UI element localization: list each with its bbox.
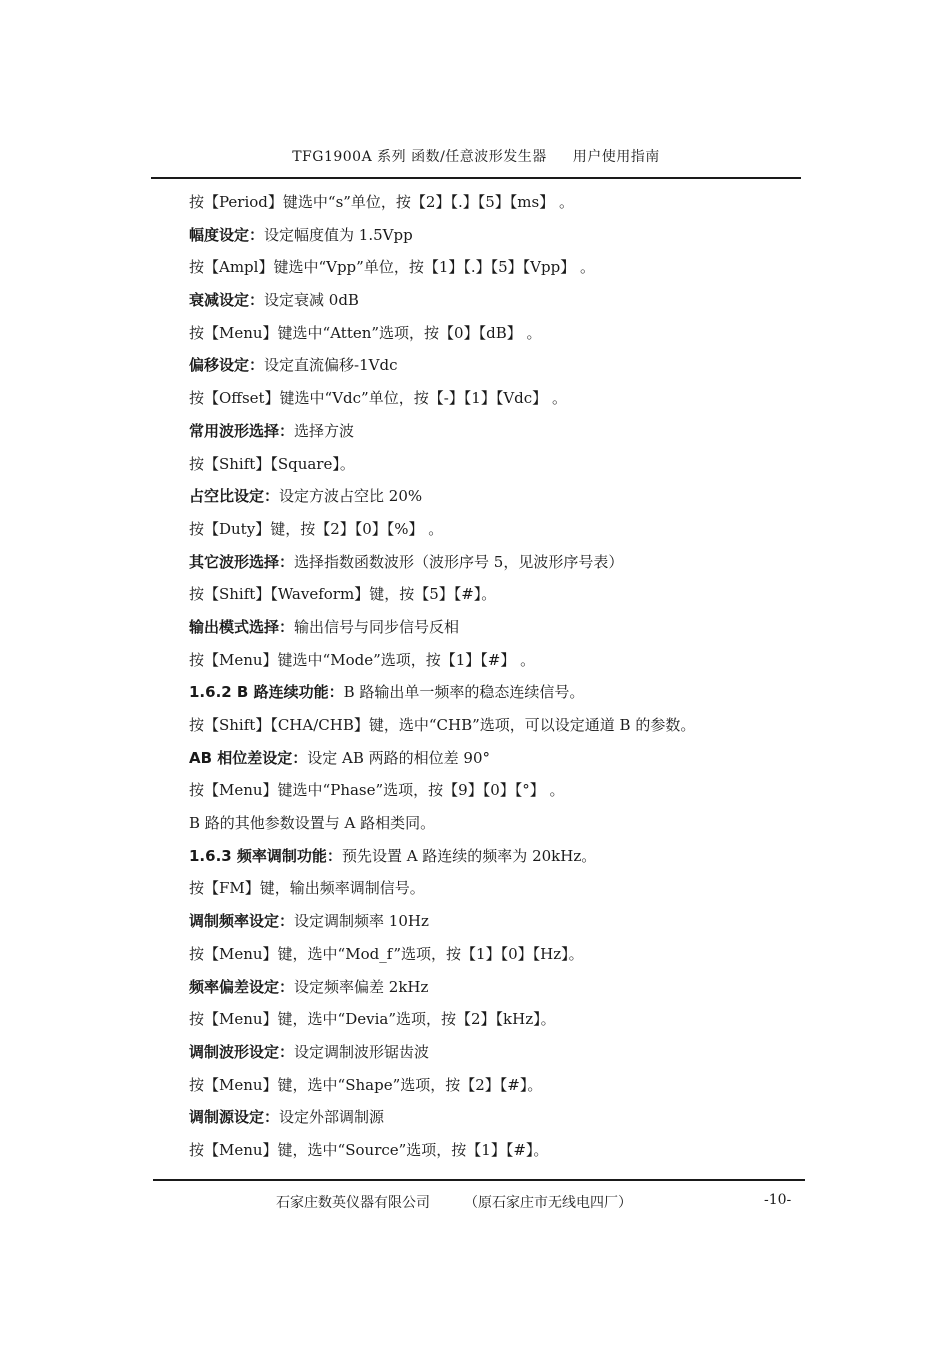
document-body <box>189 186 789 1167</box>
text-line <box>189 709 789 742</box>
text-line <box>189 448 789 481</box>
text-line <box>189 774 789 807</box>
line-text: 设定衰减 0dB <box>264 291 359 310</box>
text-line <box>189 938 789 971</box>
text-line <box>189 349 789 382</box>
line-text: B 路的其他参数设置与 A 路相类同。 <box>189 814 436 833</box>
text-line <box>189 1069 789 1102</box>
line-text: B 路输出单一频率的稳态连续信号。 <box>343 683 585 702</box>
section-heading: 1.6.2 B 路连续功能： <box>189 683 344 702</box>
line-text: 预先设置 A 路连续的频率为 20kHz。 <box>341 846 597 865</box>
text-line <box>189 219 789 252</box>
text-line <box>189 578 789 611</box>
line-text: 按【Menu】键选中“Phase”选项，按【9】【0】【°】 。 <box>189 781 565 800</box>
line-text: 设定 AB 两路的相位差 90° <box>307 748 491 767</box>
text-line <box>189 186 789 219</box>
text-line <box>189 611 789 644</box>
line-text: 选择方波 <box>294 421 355 440</box>
line-text: 设定方波占空比 20% <box>279 487 423 506</box>
page-number: -10- <box>764 1192 792 1208</box>
footer-rule <box>153 1179 805 1181</box>
section-heading: 幅度设定： <box>189 225 265 244</box>
text-line <box>189 382 789 415</box>
header-title: TFG1900A 系列 函数/任意波形发生器 <box>292 149 547 165</box>
line-text: 输出信号与同步信号反相 <box>294 617 460 636</box>
text-line <box>189 415 789 448</box>
text-line <box>189 480 789 513</box>
line-text: 设定调制频率 10Hz <box>294 912 429 931</box>
text-line <box>189 742 789 775</box>
section-heading: 偏移设定： <box>189 356 265 375</box>
line-text: 选择指数函数波形（波形序号 5，见波形序号表） <box>294 552 624 571</box>
line-text: 按【Menu】键，选中“Devia”选项，按【2】【kHz】。 <box>189 1010 556 1029</box>
footer-former-name: （原石家庄市无线电四厂） <box>464 1195 632 1211</box>
line-text: 按【Offset】键选中“Vdc”单位，按【-】【1】【Vdc】 。 <box>189 389 567 408</box>
line-text: 按【Period】键选中“s”单位，按【2】【.】【5】【ms】 。 <box>189 193 574 211</box>
line-text: 设定直流偏移-1Vdc <box>264 356 398 375</box>
line-text: 按【Shift】【Waveform】键，按【5】【#】。 <box>189 585 497 604</box>
footer-company: 石家庄数英仪器有限公司 <box>276 1195 430 1211</box>
text-line <box>189 807 789 840</box>
text-line <box>189 546 789 579</box>
line-text: 设定幅度值为 1.5Vpp <box>264 225 413 244</box>
section-heading: 占空比设定： <box>189 487 280 506</box>
header-subtitle: 用户使用指南 <box>572 149 660 165</box>
line-text: 按【Shift】【Square】。 <box>189 454 355 473</box>
line-text: 按【Menu】键选中“Atten”选项，按【0】【dB】 。 <box>189 323 542 342</box>
line-text: 设定外部调制源 <box>279 1108 385 1127</box>
line-text: 按【Menu】键，选中“Mod_f”选项，按【1】【0】【Hz】。 <box>189 944 584 963</box>
line-text: 按【Menu】键，选中“Source”选项，按【1】【#】。 <box>189 1140 549 1159</box>
text-line <box>189 971 789 1004</box>
line-text: 按【Menu】键选中“Mode”选项，按【1】【#】 。 <box>189 650 536 669</box>
text-line <box>189 284 789 317</box>
section-heading: 频率偏差设定： <box>189 977 295 996</box>
page-header <box>0 146 952 166</box>
line-text: 按【Ampl】键选中“Vpp”单位，按【1】【.】【5】【Vpp】 。 <box>189 258 595 277</box>
section-heading: 调制波形设定： <box>189 1042 295 1061</box>
text-line <box>189 1134 789 1167</box>
line-text: 按【FM】键，输出频率调制信号。 <box>189 879 425 898</box>
page-footer <box>276 1192 632 1212</box>
text-line <box>189 905 789 938</box>
section-heading: 输出模式选择： <box>189 617 295 636</box>
text-line <box>189 1036 789 1069</box>
text-line <box>189 676 789 709</box>
text-line <box>189 644 789 677</box>
text-line <box>189 317 789 350</box>
section-heading: 调制频率设定： <box>189 912 295 931</box>
text-line <box>189 513 789 546</box>
section-heading: 常用波形选择： <box>189 421 295 440</box>
line-text: 设定频率偏差 2kHz <box>294 977 429 996</box>
line-text: 按【Duty】键，按【2】【0】【%】 。 <box>189 519 444 538</box>
line-text: 设定调制波形锯齿波 <box>294 1042 430 1061</box>
section-heading: 衰减设定： <box>189 291 265 310</box>
line-text: 按【Menu】键，选中“Shape”选项，按【2】【#】。 <box>189 1075 543 1094</box>
text-line <box>189 840 789 873</box>
section-heading: 其它波形选择： <box>189 552 295 571</box>
text-line <box>189 872 789 905</box>
section-heading: 1.6.3 频率调制功能： <box>189 846 342 865</box>
section-heading: 调制源设定： <box>189 1108 280 1127</box>
text-line <box>189 1003 789 1036</box>
text-line <box>189 251 789 284</box>
section-heading: AB 相位差设定： <box>189 748 308 767</box>
text-line <box>189 1101 789 1134</box>
header-rule <box>151 177 801 179</box>
line-text: 按【Shift】【CHA/CHB】键，选中“CHB”选项，可以设定通道 B 的参数。 <box>189 716 696 734</box>
